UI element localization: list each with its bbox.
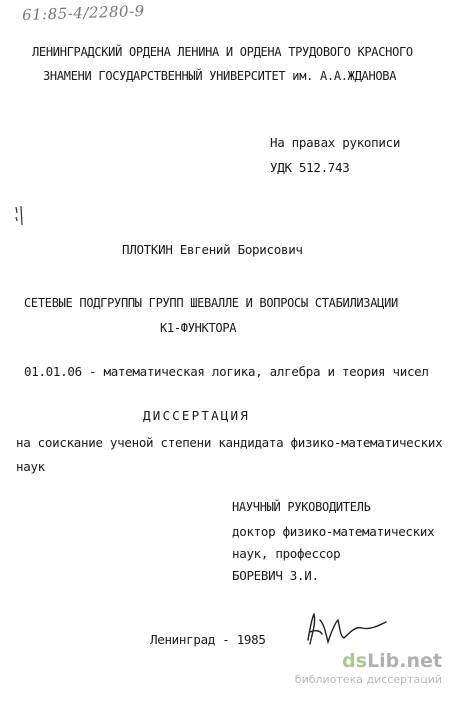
supervisor-degree: доктор физико-математических — [232, 524, 435, 539]
city-year: Ленинград - 1985 — [150, 632, 266, 647]
title-line-1: СЕТЕВЫЕ ПОДГРУППЫ ГРУПП ШЕВАЛЛЕ И ВОПРОСЫ СТАБИЛИЗАЦИИ — [24, 296, 398, 310]
rights-notice: На правах рукописи — [270, 135, 401, 150]
watermark-logo-ds: ds — [342, 650, 368, 672]
author-name: ПЛОТКИН Евгений Борисович — [122, 242, 303, 257]
handwritten-signature — [300, 610, 390, 650]
title-line-2: K1-ФУНКТОРА — [160, 321, 237, 335]
watermark-subtitle: библиотека диссертаций — [294, 673, 442, 686]
watermark-logo-rest: Lib.net — [367, 650, 442, 672]
degree-purpose-line-2: наук — [16, 459, 45, 474]
watermark-logo — [295, 650, 442, 672]
degree-purpose-line-1: на соискание ученой степени кандидата физико-математических — [16, 435, 443, 450]
institution-line-2: ЗНАМЕНИ ГОСУДАРСТВЕННЫЙ УНИВЕРСИТЕТ им. А.А.ЖДАНОВА — [43, 69, 397, 83]
watermark — [295, 650, 442, 686]
specialty-code: 01.01.06 - математическая логика, алгебра и теория чисел — [24, 364, 429, 379]
institution-line-1: ЛЕНИНГРАДСКИЙ ОРДЕНА ЛЕНИНА И ОРДЕНА ТРУДОВОГО КРАСНОГО — [32, 45, 413, 59]
supervisor-label: НАУЧНЫЙ РУКОВОДИТЕЛЬ — [232, 500, 371, 514]
handwritten-archive-number: 61:85-4/2280-9 — [21, 1, 145, 25]
udc-code: УДК 512.743 — [270, 160, 350, 175]
supervisor-name: БОРЕВИЧ З.И. — [232, 568, 319, 583]
supervisor-title: наук, профессор — [232, 546, 341, 561]
margin-mark — [14, 205, 24, 227]
dissertation-heading: ДИССЕРТАЦИЯ — [143, 408, 250, 423]
